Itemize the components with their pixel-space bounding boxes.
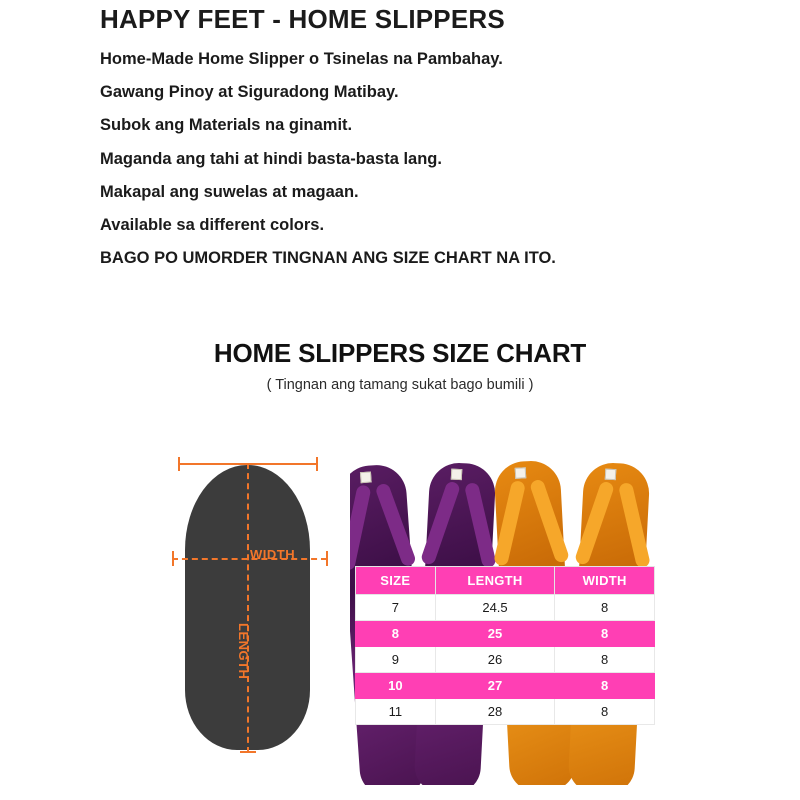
length-bottom-cap (240, 751, 256, 753)
column-header-width: WIDTH (555, 567, 655, 595)
slipper-gem-icon (515, 467, 527, 479)
slipper-strap (585, 480, 644, 573)
table-row (356, 647, 655, 673)
width-left-cap (172, 551, 174, 566)
cell-size: 10 (356, 673, 436, 699)
cell-width: 8 (555, 699, 655, 725)
description-line: Available sa different colors. (100, 215, 325, 234)
column-header-size: SIZE (356, 567, 436, 595)
product-description-block (100, 4, 760, 281)
description-line: Maganda ang tahi at hindi basta-basta lang. (100, 149, 442, 168)
slipper-gem-icon (360, 471, 372, 483)
length-label: LENGTH (236, 623, 251, 680)
table-header-row (356, 567, 655, 595)
description-line: BAGO PO UMORDER TINGNAN ANG SIZE CHART NA ITO. (100, 248, 556, 267)
slipper-strap (350, 481, 406, 575)
length-guide-line (247, 463, 249, 753)
page-title: HAPPY FEET - HOME SLIPPERS (100, 4, 505, 34)
table-row (356, 673, 655, 699)
table-row (356, 699, 655, 725)
size-chart-subheading: ( Tingnan ang tamang sukat bago bumili ) (266, 377, 534, 393)
description-line: Home-Made Home Slipper o Tsinelas na Pambahay. (100, 50, 503, 69)
description-line: Makapal ang suwelas at magaan. (100, 182, 359, 201)
column-header-length: LENGTH (435, 567, 555, 595)
description-line: Gawang Pinoy at Siguradong Matibay. (100, 83, 399, 102)
sole-diagram (150, 455, 345, 760)
cell-length: 24.5 (435, 595, 555, 621)
table-row (356, 595, 655, 621)
width-label: WIDTH (250, 547, 296, 562)
table-row (356, 621, 655, 647)
cell-size: 8 (356, 621, 436, 647)
size-chart-table (355, 566, 655, 725)
cell-length: 26 (435, 647, 555, 673)
cell-size: 7 (356, 595, 436, 621)
width-right-cap (326, 551, 328, 566)
cell-size: 9 (356, 647, 436, 673)
measure-tick-top-right-cap (316, 457, 318, 471)
description-line: Subok ang Materials na ginamit. (100, 116, 353, 135)
cell-width: 8 (555, 621, 655, 647)
cell-width: 8 (555, 647, 655, 673)
slipper-strap (500, 478, 559, 571)
cell-length: 28 (435, 699, 555, 725)
size-chart-heading: HOME SLIPPERS SIZE CHART (213, 338, 587, 368)
cell-length: 25 (435, 621, 555, 647)
cell-length: 27 (435, 673, 555, 699)
slipper-gem-icon (451, 469, 463, 481)
cell-size: 11 (356, 699, 436, 725)
slipper-gem-icon (605, 469, 617, 481)
cell-width: 8 (555, 673, 655, 699)
measure-tick-top-left-cap (178, 457, 180, 471)
slipper-strap (431, 480, 490, 573)
cell-width: 8 (555, 595, 655, 621)
